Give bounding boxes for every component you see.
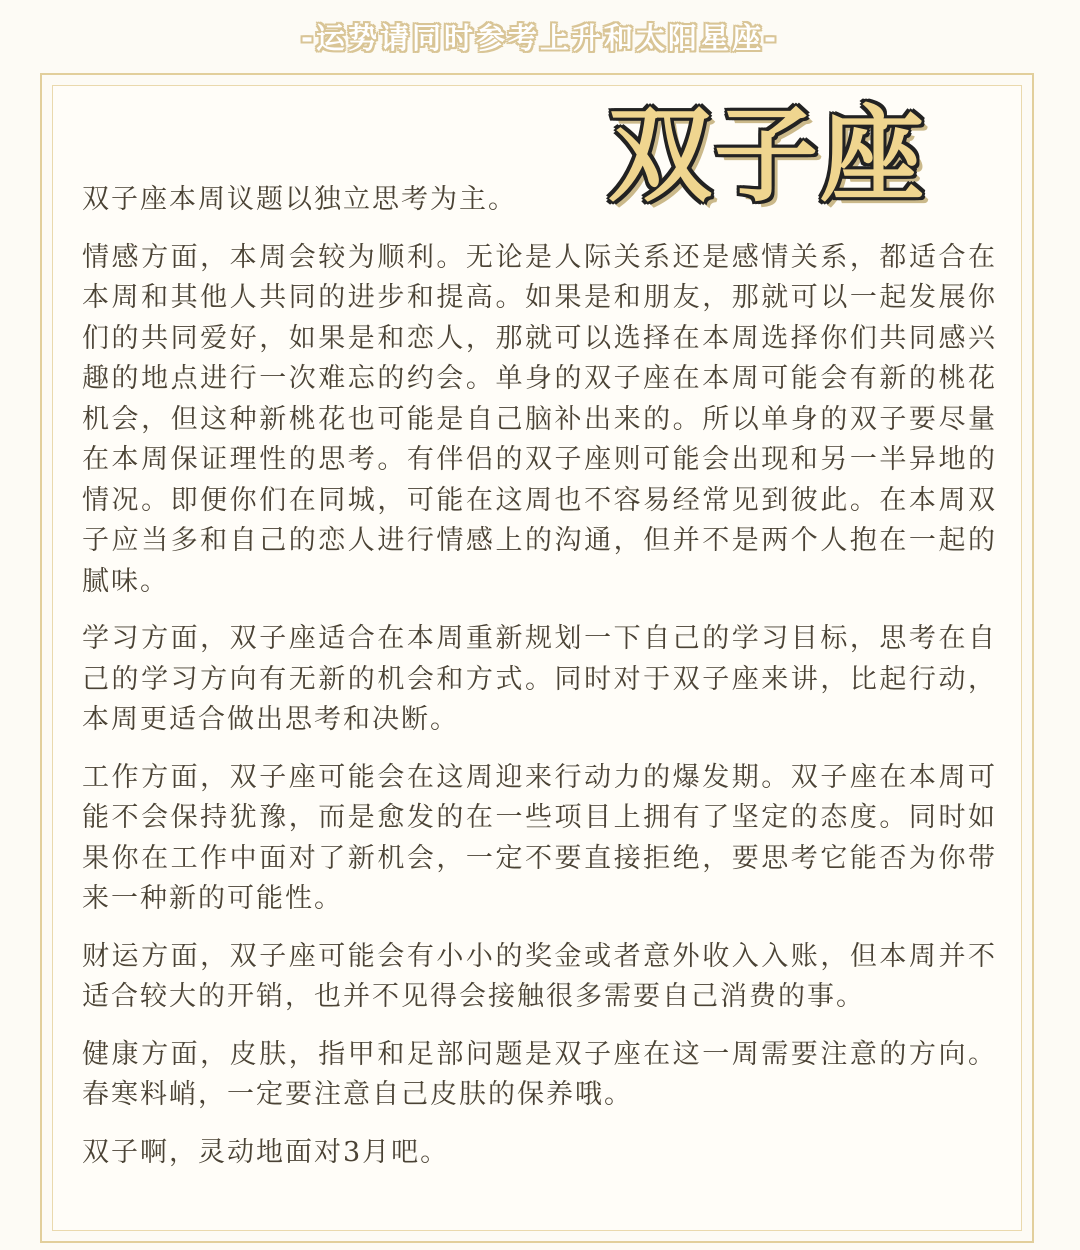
horoscope-content [82, 180, 997, 1190]
wealth-paragraph: 财运方面，双子座可能会有小小的奖金或者意外收入入账，但本周并不适合较大的开销，也并不见得会接触很多需要自己消费的事。 [82, 940, 997, 1012]
top-banner: -运势请同时参考上升和太阳星座- [300, 21, 780, 55]
intro-paragraph: 双子座本周议题以独立思考为主。 [82, 184, 517, 215]
study-paragraph: 学习方面，双子座适合在本周重新规划一下自己的学习目标，思考在自己的学习方向有无新的机会和方式。同时对于双子座来讲，比起行动，本周更适合做出思考和决断。 [82, 623, 997, 735]
work-paragraph: 工作方面，双子座可能会在这周迎来行动力的爆发期。双子座在本周可能不会保持犹豫，而是愈发的在一些项目上拥有了坚定的态度。同时如果你在工作中面对了新机会，一定不要直接拒绝，要思考它能否为你带来一种新的可能性。 [82, 761, 997, 914]
page-title: 双子座 [608, 94, 927, 216]
emotion-paragraph: 情感方面，本周会较为顺利。无论是人际关系还是感情关系，都适合在本周和其他人共同的进步和提高。如果是和朋友，那就可以一起发展你们的共同爱好，如果是和恋人，那就可以选择在本周选择你们共同感兴趣的地点进行一次难忘的约会。单身的双子座在本周可能会有新的桃花机会，但这种新桃花也可能是自己脑补出来的。所以单身的双子要尽量在本周保证理性的思考。有伴侣的双子座则可能会出现和另一半异地的情况。即便你们在同城，可能在这周也不容易经常见到彼此。在本周双子应当多和自己的恋人进行情感上的沟通，但并不是两个人抱在一起的腻味。 [82, 241, 997, 597]
closing-paragraph: 双子啊，灵动地面对3月吧。 [82, 1136, 450, 1168]
health-paragraph: 健康方面，皮肤，指甲和足部问题是双子座在这一周需要注意的方向。春寒料峭，一定要注意自己皮肤的保养哦。 [82, 1038, 997, 1110]
